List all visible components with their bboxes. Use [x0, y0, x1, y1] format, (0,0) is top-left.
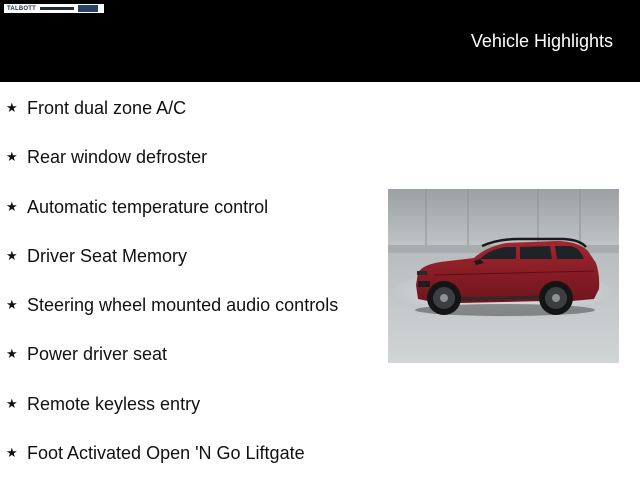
dealer-logo[interactable]: [4, 4, 104, 13]
list-item: [0, 145, 207, 169]
star-icon: ★: [6, 199, 18, 215]
star-icon: ★: [6, 445, 18, 461]
list-item: [0, 195, 268, 219]
star-icon: ★: [6, 248, 18, 264]
logo-divider: [40, 7, 74, 10]
dealer-logo-text: TALBOTT: [7, 5, 36, 12]
logo-badge: [78, 5, 98, 12]
feature-label: Automatic temperature control: [27, 196, 269, 217]
list-item: [0, 96, 186, 120]
star-icon: ★: [6, 396, 18, 412]
star-icon: ★: [6, 297, 18, 313]
feature-label: Front dual zone A/C: [27, 97, 187, 118]
feature-label: Remote keyless entry: [27, 393, 201, 414]
star-icon: ★: [6, 346, 18, 362]
feature-label: Steering wheel mounted audio controls: [27, 294, 339, 315]
list-item: [0, 244, 187, 268]
list-item: [0, 392, 200, 416]
vehicle-photo[interactable]: [388, 189, 619, 363]
star-icon: ★: [6, 100, 18, 116]
feature-label: Power driver seat: [27, 343, 168, 364]
list-item: [0, 293, 338, 317]
page-title: Vehicle Highlights: [470, 31, 613, 51]
feature-label: Driver Seat Memory: [27, 245, 188, 266]
feature-label: Rear window defroster: [27, 146, 208, 167]
list-item: [0, 441, 305, 465]
list-item: [0, 342, 167, 366]
star-icon: ★: [6, 149, 18, 165]
header-bar: [0, 0, 640, 82]
feature-label: Foot Activated Open 'N Go Liftgate: [27, 442, 305, 463]
vehicle-photo-drawing: [388, 189, 619, 363]
